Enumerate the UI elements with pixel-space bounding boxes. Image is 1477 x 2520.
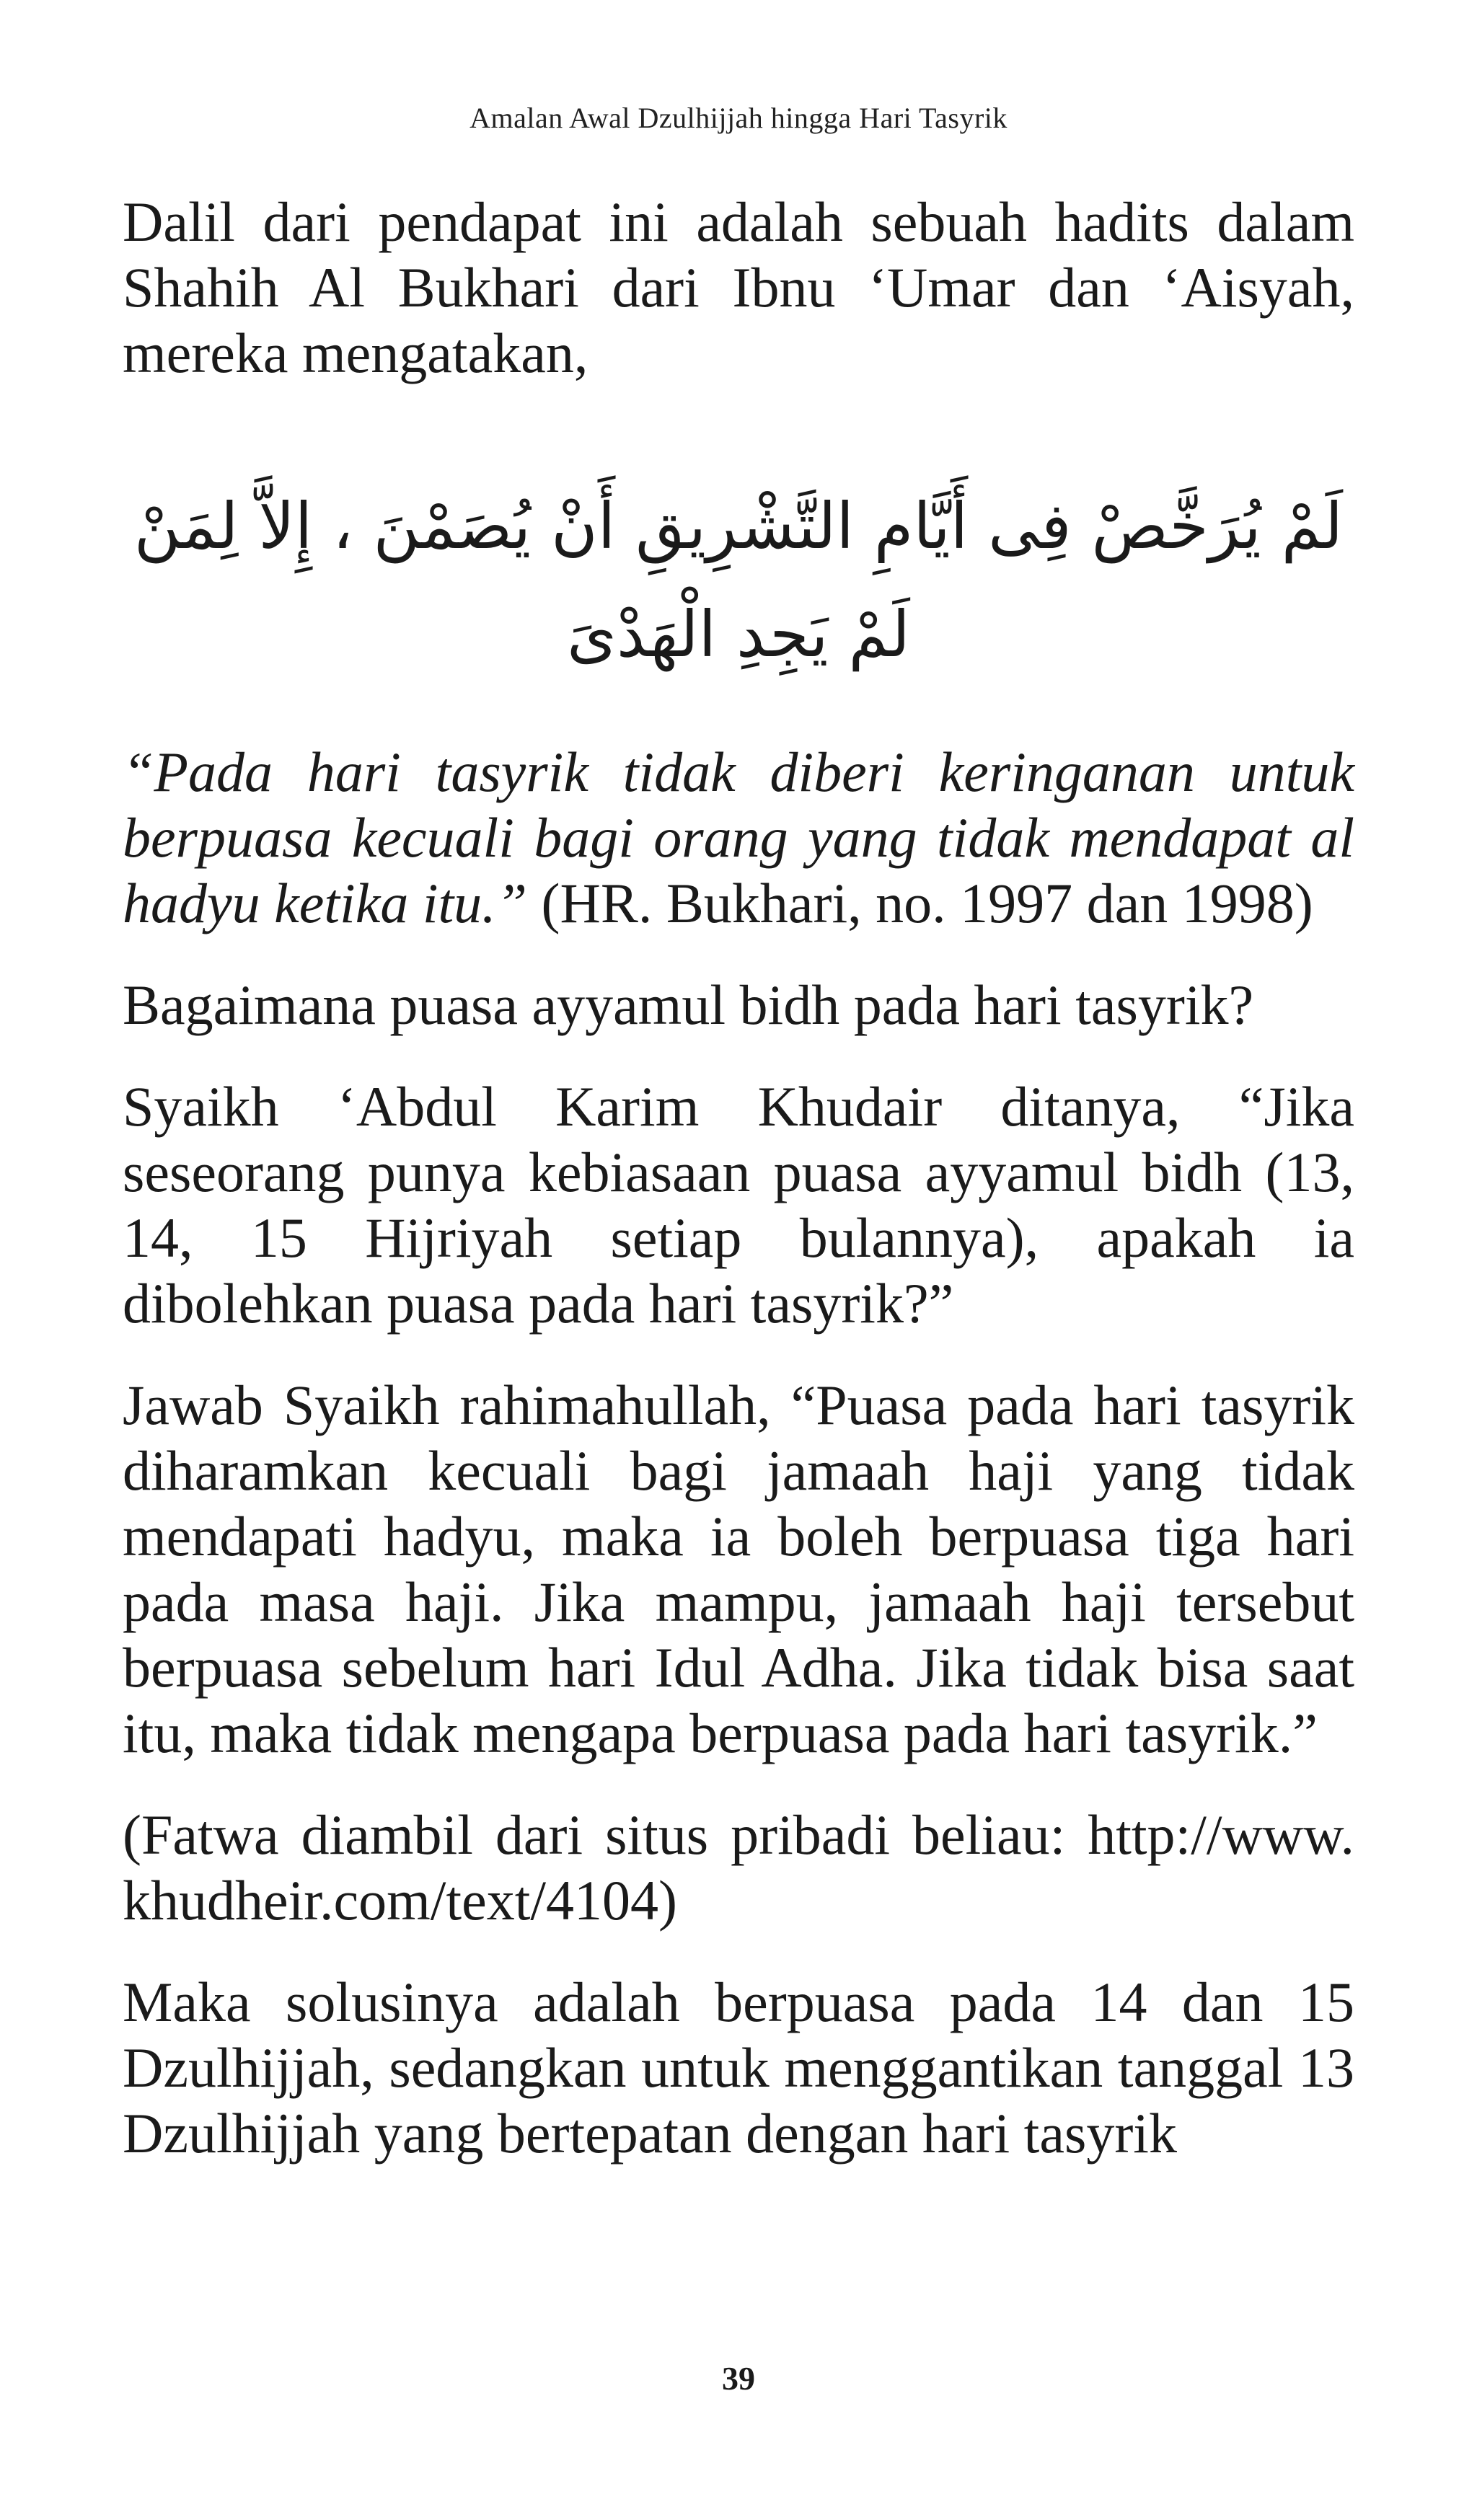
- translation-source: (HR. Bukhari, no. 1997 dan 1998): [527, 872, 1313, 934]
- paragraph-solution: Maka solusinya adalah berpuasa pada 14 dan 15 Dzulhijjah, sedangkan untuk menggantikan tanggal 13 Dzulhijjah yang bertepatan dengan hari tasyrik: [123, 1971, 1354, 2165]
- hadith-translation: [123, 739, 1354, 936]
- page-number: 39: [722, 2360, 755, 2397]
- arabic-hadith: لَمْ يُرَخَّصْ فِى أَيَّامِ التَّشْرِيقِ أَنْ يُصَمْنَ ، إِلاَّ لِمَنْ لَمْ يَجِدِ الْهَدْىَ: [133, 489, 1344, 671]
- paragraph-syaikh-answer: Jawab Syaikh rahimahullah, “Puasa pada hari tasyrik diharamkan kecuali bagi jamaah haji yang tidak mendapati hadyu, maka ia boleh berpuasa tiga hari pada masa haji. Jika mampu, jamaah haji tersebut berpuasa sebelum hari Idul Adha. Jika tidak bisa saat itu, maka tidak mengapa berpuasa pada hari tasyrik.”: [123, 1374, 1354, 1764]
- translation-text: “Pada hari tasyrik tidak diberi keringanan untuk berpuasa kecuali bagi orang yang tidak mendapat al hadyu ketika itu.”: [123, 740, 1354, 934]
- paragraph-question: Bagaimana puasa ayyamul bidh pada hari tasyrik?: [123, 973, 1254, 1036]
- running-header: Amalan Awal Dzulhijjah hingga Hari Tasyrik: [469, 102, 1008, 134]
- paragraph-dalil: Dalil dari pendapat ini adalah sebuah hadits dalam Shahih Al Bukhari dari Ibnu ‘Umar dan ‘Aisyah, mereka mengatakan,: [123, 190, 1354, 384]
- page-body: [123, 189, 1354, 2202]
- paragraph-fatwa-source: (Fatwa diambil dari situs pribadi beliau: http://www. khudheir.com/text/4104): [123, 1803, 1354, 1932]
- paragraph-syaikh-asked: Syaikh ‘Abdul Karim Khudair ditanya, “Jika seseorang punya kebiasaan puasa ayyamul bidh (13, 14, 15 Hijriyah setiap bulannya), apakah ia dibolehkan puasa pada hari tasyrik?”: [123, 1075, 1354, 1335]
